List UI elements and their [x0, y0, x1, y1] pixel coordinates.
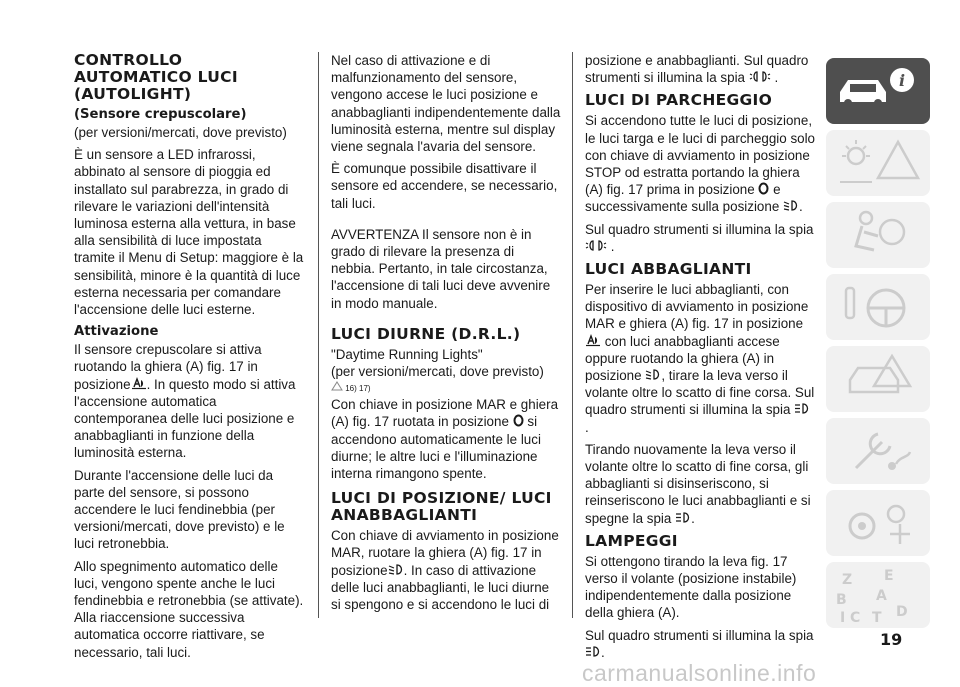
svg-text:A: A [876, 588, 887, 604]
chapter-tab-warning-lights[interactable] [826, 130, 930, 196]
paragraph: Sul quadro strumenti si illumina la spia . [585, 221, 814, 254]
paragraph: AVVERTENZA Il sensore non è in grado di rilevare la presenza di nebbia. Pertanto, in tale circostanza, l'accensione di tali luci deve avvenire in modo manuale. [331, 226, 551, 311]
paragraph: posizione e anabbaglianti. Sul quadro strumenti si illumina la spia . [585, 53, 809, 86]
section-title-diurne: LUCI DIURNE (D.R.L.) [331, 324, 521, 343]
column-3 [585, 52, 815, 666]
svg-text:T: T [872, 610, 882, 626]
low-beam-icon [645, 368, 661, 381]
parking-lights-icon [783, 199, 799, 212]
section-title-parcheggio: LUCI DI PARCHEGGIO [585, 91, 773, 110]
column-divider [318, 52, 319, 618]
paragraph: Con chiave di avviamento in posizione MAR, ruotare la ghiera (A) fig. 17 in posizione . In caso di attivazione delle luci anabbaglianti, le luci diurne si spengono e si accendono le luci di [331, 528, 559, 613]
position-lights-icon [749, 70, 771, 83]
paragraph: Sul quadro strumenti si illumina la spia . [585, 627, 814, 660]
off-position-icon [758, 182, 769, 195]
chapter-tab-maintenance[interactable] [826, 418, 930, 484]
warning-lights-icon [826, 130, 930, 196]
auto-light-icon [585, 334, 601, 347]
paragraph: Si accendono tutte le luci di posizione, le luci targa e le luci di parcheggio solo con chiave di avviamento in posizione STOP od estratta portando la ghiera (A) fig. 17 prima in posizione e successivamente sulla posizione . [585, 113, 816, 215]
steering-wheel-icon [826, 274, 930, 340]
high-beam-icon [675, 511, 691, 524]
paragraph: Con chiave in posizione MAR e ghiera (A) fig. 17 ruotata in posizione si accendono automaticamente le luci diurne; le altre luci e l'illuminazione interna rimangono spente. [331, 397, 559, 482]
paragraph: Si ottengono tirando la leva fig. 17 verso il volante (posizione instabile) indipendentemente dalla posizione della ghiera (A). [585, 553, 797, 621]
technical-data-icon [826, 490, 930, 556]
high-beam-icon [794, 402, 810, 415]
watermark: carmanualsonline.info [582, 660, 817, 686]
section-title-posizione: LUCI DI POSIZIONE/ LUCI ANABBAGLIANTI [331, 489, 552, 525]
drl-position-icon [513, 414, 524, 427]
section-title-controllo: CONTROLLO AUTOMATICO LUCI (AUTOLIGHT) [74, 51, 238, 103]
svg-text:C: C [850, 610, 861, 626]
paragraph: (per versioni/mercati, dove previsto) [74, 125, 287, 140]
high-beam-icon [585, 645, 601, 658]
chapter-tab-emergency[interactable] [826, 346, 930, 412]
svg-text:E: E [884, 568, 894, 584]
paragraph: Il sensore crepuscolare si attiva ruotando la ghiera (A) fig. 17 in posizione . In questo modo si attiva l'accensione automatica contemporanea delle luci posizione e anabbaglianti in funzione della luminosità esterna. [74, 342, 296, 461]
page-number: 19 [880, 630, 903, 649]
column-2 [331, 52, 561, 618]
chapter-tab-safety[interactable] [826, 202, 930, 268]
column-1 [74, 52, 304, 666]
svg-text:D: D [896, 604, 908, 620]
svg-text:i: i [898, 71, 906, 90]
paragraph: È un sensore a LED infrarossi, abbinato al sensore di pioggia ed installato sul parabrezza, in grado di rilevare le variazioni dell'intensità luminosa esterna alla vettura, in base alla sensibilità di luce impostata tramite il Menu di Setup: maggiore è la sensibilità, minore è la quantità di luce esterna necessaria per comandare l'accensione delle luci esterne. [74, 147, 304, 318]
maintenance-icon [826, 418, 930, 484]
section-title-lampeggi: LAMPEGGI [585, 531, 678, 550]
subtitle-sensore: (Sensore crepuscolare) [74, 107, 247, 122]
chapter-tab-index[interactable] [826, 562, 930, 628]
paragraph: Tirando nuovamente la leva verso il volante oltre lo scatto di fine corsa, gli abbaglianti si disinseriscono, si reinseriscono le luci anabbaglianti e si spegne la spia . [585, 441, 811, 526]
svg-text:I: I [840, 610, 846, 626]
svg-text:Z: Z [842, 572, 853, 588]
warning-triangle-icon [331, 381, 343, 391]
auto-light-icon [131, 377, 147, 390]
paragraph: Nel caso di attivazione e di malfunzionamento del sensore, vengono accese le luci posizione e anabbaglianti indipendentemente dalla luminosità esterna, mentre sul display viene segnala l'avaria del sensore. [331, 53, 561, 155]
chapter-tab-car-info[interactable] [826, 58, 930, 124]
index-icon [826, 562, 930, 628]
section-title-abbaglianti: LUCI ABBAGLIANTI [585, 260, 752, 279]
airbag-icon [826, 202, 930, 268]
warning-reference: 16) 17) [331, 381, 561, 394]
paragraph: (per versioni/mercati, dove previsto) [331, 364, 544, 380]
car-breakdown-icon [826, 346, 930, 412]
chapter-tab-technical-data[interactable] [826, 490, 930, 556]
paragraph: Per inserire le luci abbaglianti, con dispositivo di avviamento in posizione MAR e ghiera (A) fig. 17 in posizione con luci anabbaglianti accese oppure ruotando la ghiera (A) in posizione , tirare la leva verso il volante oltre lo scatto di fine corsa. Sul quadro strumenti si illumina la spia . [585, 282, 815, 435]
column-divider [572, 52, 573, 618]
low-beam-icon [388, 563, 404, 576]
paragraph: È comunque possibile disattivare il sensore ed accendere, se necessario, tali luci. [331, 161, 558, 211]
svg-text:B: B [836, 592, 847, 608]
paragraph: Allo spegnimento automatico delle luci, vengono spente anche le luci fendinebbia e retronebbia (se attivate). Alla riaccensione successiva automatica occorre riattivare, se necessario, tali luci. [74, 558, 304, 660]
car-info-icon [826, 58, 930, 124]
paragraph: "Daytime Running Lights" [331, 346, 483, 362]
chapter-tab-driving[interactable] [826, 274, 930, 340]
subtitle-attivazione: Attivazione [74, 324, 159, 340]
parking-warning-light-icon [585, 239, 607, 252]
paragraph: Durante l'accensione delle luci da parte del sensore, si possono accendere le luci fendinebbia (per versioni/mercati, dove previsto) e le luci retronebbia. [74, 467, 285, 552]
